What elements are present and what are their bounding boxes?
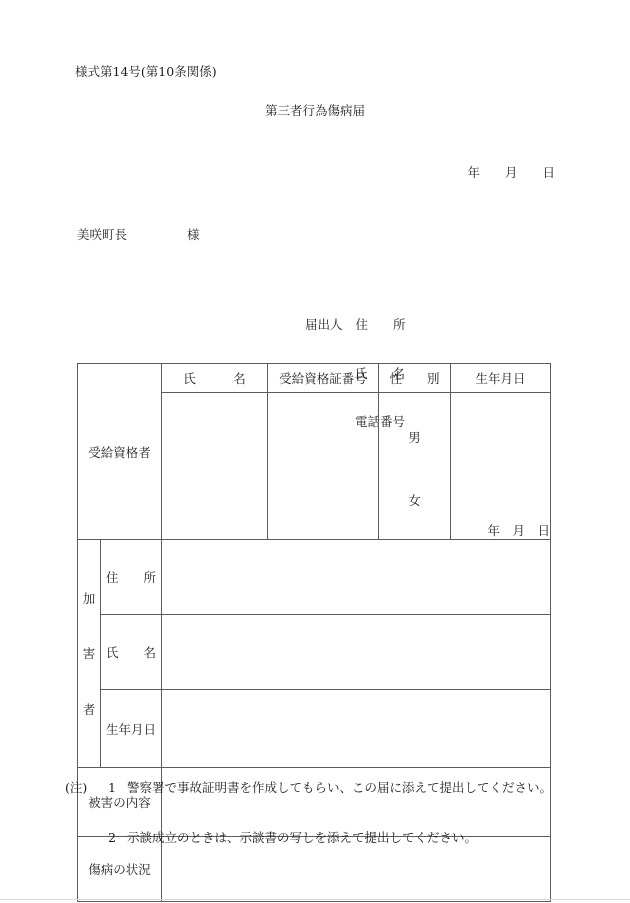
perpetrator-char-1: 加 <box>82 590 96 606</box>
form-number: 様式第14号(第10条関係) <box>75 64 217 79</box>
col-header-cert-no: 受給資格証番号 <box>268 364 379 393</box>
perpetrator-name-input-cell <box>162 615 551 690</box>
perpetrator-char-3: 者 <box>82 702 96 718</box>
reporter-phone-label: 電話番号 <box>355 414 406 430</box>
beneficiary-cert-no-input-cell <box>268 393 379 540</box>
beneficiary-sex-cell <box>379 393 451 540</box>
col-header-birth: 生年月日 <box>451 364 551 393</box>
date-line: 年 月 日 <box>467 165 555 180</box>
perpetrator-rowheader-chars <box>78 570 100 737</box>
perpetrator-address-label: 住 所 <box>101 540 162 615</box>
addressee <box>77 228 200 242</box>
note-marker-spacer <box>65 827 108 848</box>
notes-block <box>65 748 552 876</box>
addressee-honorific: 様 <box>187 227 200 242</box>
note-marker: (注) <box>65 779 88 795</box>
sex-female-option: 女 <box>408 493 421 508</box>
perpetrator-name-label: 氏 名 <box>101 615 162 690</box>
perpetrator-char-2: 害 <box>82 646 96 662</box>
injury-label: 傷病の状況 <box>78 837 162 902</box>
beneficiary-name-input-cell <box>162 393 268 540</box>
perpetrator-birth-label: 生年月日 <box>101 690 162 768</box>
note-item-1 <box>65 777 552 798</box>
beneficiary-rowheader: 受給資格者 <box>78 364 162 540</box>
note-2-text: 示談成立のときは、示談書の写しを添えて提出してください。 <box>127 829 478 845</box>
damage-label: 被害の内容 <box>78 768 162 837</box>
beneficiary-birth-input-cell: 年 月 日 <box>451 393 551 540</box>
perpetrator-rowheader <box>78 540 101 768</box>
page-bottom-edge <box>0 899 630 900</box>
addressee-name: 美咲町長 <box>77 227 128 242</box>
page-title: 第三者行為傷病届 <box>264 103 365 118</box>
sex-male-option: 男 <box>408 430 421 445</box>
reporter-label: 届出人 <box>305 316 343 332</box>
col-header-name: 氏 名 <box>162 364 268 393</box>
perpetrator-address-input-cell <box>162 540 551 615</box>
col-header-sex: 性 別 <box>379 364 451 393</box>
reporter-name-label: 氏 名 <box>355 365 406 381</box>
note-1-text: 警察署で事故証明書を作成してもらい、この届に添えて提出してください。 <box>127 779 553 795</box>
note-2-number: 2 <box>108 829 116 845</box>
reporter-address-label: 住 所 <box>355 316 406 332</box>
note-item-2 <box>65 827 552 848</box>
reporter-address-line <box>305 318 406 338</box>
note-1-number: 1 <box>108 779 116 795</box>
